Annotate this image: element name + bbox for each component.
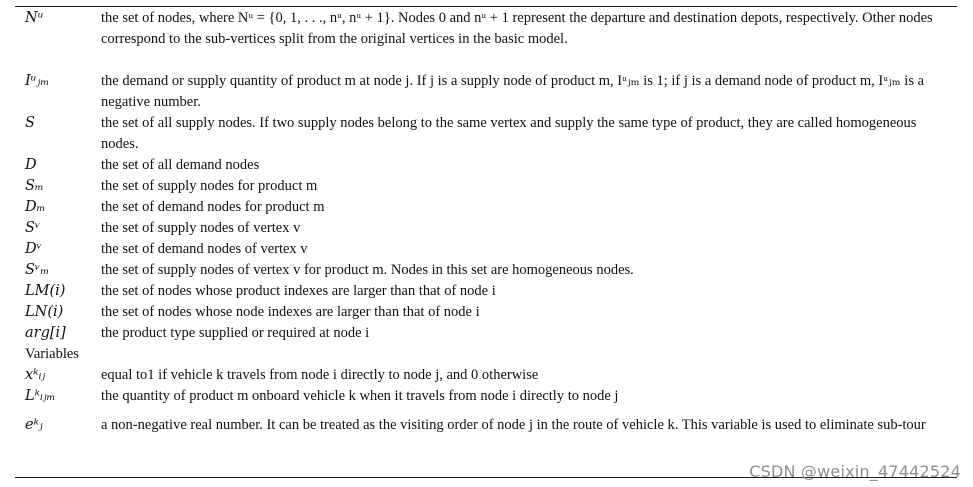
description-cell: the set of supply nodes of vertex v for product m. Nodes in this set are homogeneous nodes. [101,262,634,278]
description-cell: the product type supplied or required at node i [101,325,370,341]
symbol-cell: Sᵛₘ [25,262,50,278]
symbol-cell: S [25,115,35,131]
description-cell: equal to1 if vehicle k travels from node i directly to node j, and 0 otherwise [101,367,539,383]
symbol-cell: D [25,157,37,173]
table-row [25,386,945,415]
description-cell: the set of all supply nodes. If two supply nodes belong to the same vertex and supply the same type of product, they are called homogeneous nodes. [101,115,917,152]
symbol-cell: LM(i) [25,283,66,299]
variables-heading: Variables [25,346,79,362]
description-cell: the set of supply nodes of vertex v [101,220,301,236]
table-row [25,239,945,260]
symbol-cell: Iᵘⱼₘ [25,73,50,89]
description-cell: the set of all demand nodes [101,157,260,173]
symbol-cell: Sᵛ [25,220,41,236]
table-row [25,260,945,281]
notation-table [25,8,945,457]
symbol-cell: xᵏᵢⱼ [25,367,46,383]
description-cell: the demand or supply quantity of product m at node j. If j is a supply node of product m, Iᵘⱼₘ is 1; if j is a demand node of product m, Iᵘⱼₘ is a negative number. [101,73,925,110]
section-row [25,344,945,365]
description-cell: the set of supply nodes for product m [101,178,318,194]
description-cell: the set of nodes whose product indexes are larger than that of node i [101,283,496,299]
table-row [25,415,945,457]
description-cell: the set of demand nodes for product m [101,199,325,215]
table-row [25,8,945,71]
symbol-cell: Nᵘ [25,10,44,26]
top-rule [15,6,957,7]
symbol-cell: LN(i) [25,304,64,320]
table-row [25,365,945,386]
symbol-cell: Dᵛ [25,241,43,257]
description-cell: a non-negative real number. It can be treated as the visiting order of node j in the route of vehicle k. This variable is used to eliminate sub-tour [101,417,926,433]
symbol-cell: Dₘ [25,199,46,215]
description-cell: the set of nodes, where Nᵘ = {0, 1, . . ., nᵘ, nᵘ + 1}. Nodes 0 and nᵘ + 1 represent the departure and destination depots, respectively. Other nodes correspond to the sub-vertices split from the original vertices in the basic model. [101,10,933,47]
table-row [25,113,945,155]
description-cell: the set of nodes whose node indexes are larger than that of node i [101,304,480,320]
symbol-cell: Sₘ [25,178,44,194]
table-row [25,197,945,218]
watermark: CSDN @weixin_47442524 [749,462,961,481]
description-cell: the set of demand nodes of vertex v [101,241,308,257]
table-row [25,218,945,239]
description-cell: the quantity of product m onboard vehicle k when it travels from node i directly to node j [101,388,619,404]
table-row [25,323,945,344]
symbol-cell: eᵏⱼ [25,417,43,433]
table-row [25,155,945,176]
table-row [25,281,945,302]
symbol-cell: Lᵏᵢⱼₘ [25,388,56,404]
table-row [25,176,945,197]
table-row [25,302,945,323]
table-row [25,71,945,113]
symbol-cell: arg[i] [25,325,66,341]
